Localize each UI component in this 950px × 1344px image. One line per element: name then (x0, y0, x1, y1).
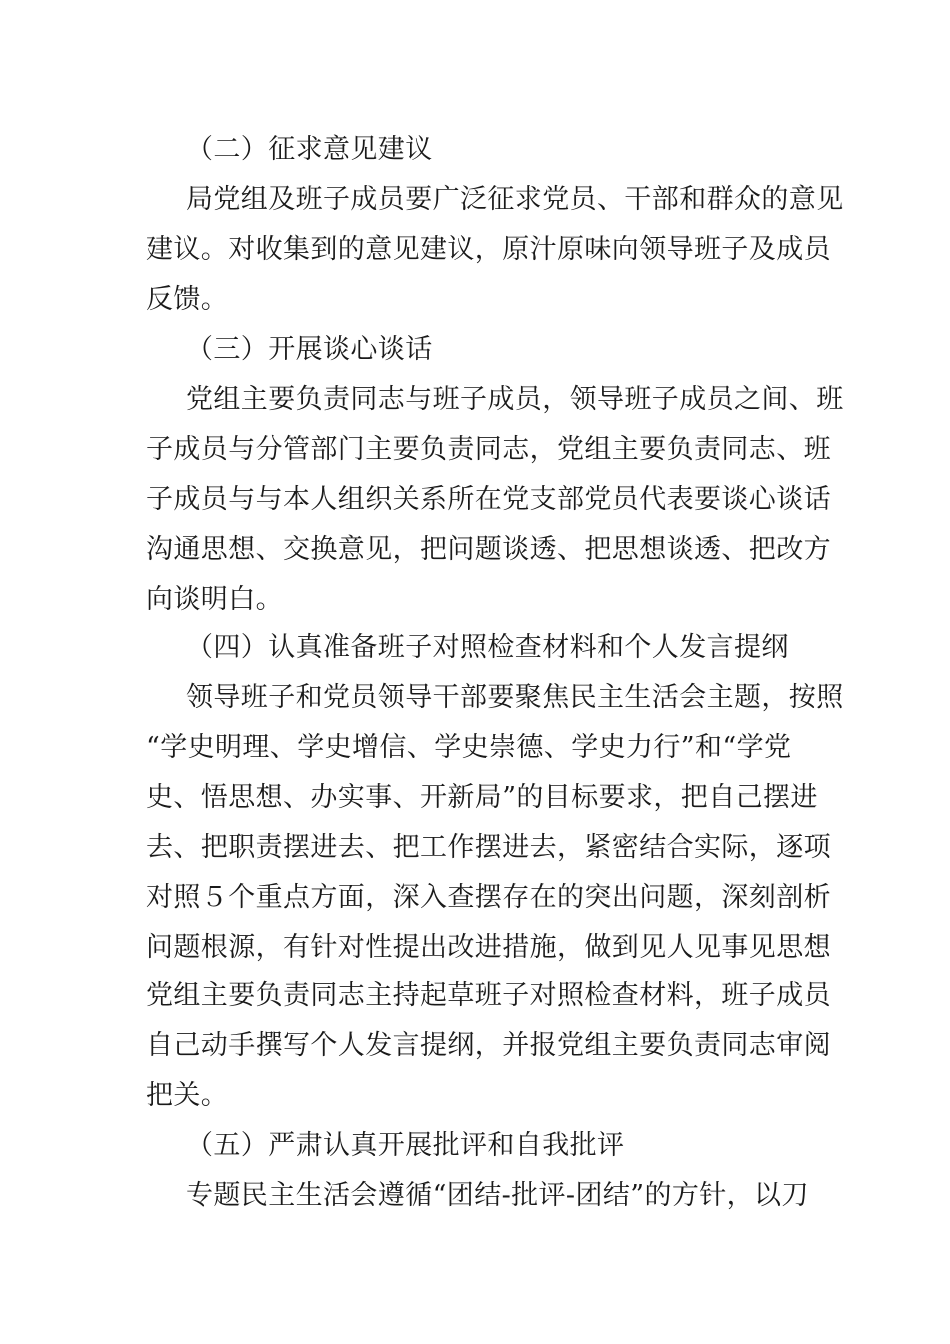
paragraph-line: 局党组及班子成员要广泛征求党员、干部和群众的意见 (186, 184, 844, 215)
section-heading-2: （二）征求意见建议 (186, 134, 433, 165)
paragraph-line: “学史明理、学史增信、学史崇德、学史力行”和“学党 (146, 732, 792, 763)
paragraph-line: 党组主要负责同志与班子成员，领导班子成员之间、班 (186, 384, 844, 415)
paragraph-line: 问题根源，有针对性提出改进措施，做到见人见事见思想 (146, 932, 831, 963)
paragraph-line: 沟通思想、交换意见，把问题谈透、把思想谈透、把改方 (146, 534, 831, 565)
section-heading-4: （四）认真准备班子对照检查材料和个人发言提纲 (186, 632, 789, 663)
paragraph-line: 建议。对收集到的意见建议，原汁原味向领导班子及成员 (146, 234, 831, 265)
paragraph-line: 对照５个重点方面，深入查摆存在的突出问题，深刻剖析 (146, 882, 831, 913)
paragraph-line: 领导班子和党员领导干部要聚焦民主生活会主题，按照 (186, 682, 844, 713)
paragraph-line: 专题民主生活会遵循“团结-批评-团结”的方针，以刀 (186, 1180, 809, 1211)
paragraph-line: 史、悟思想、办实事、开新局”的目标要求，把自己摆进 (146, 782, 818, 813)
paragraph-line: 把关。 (146, 1080, 229, 1111)
paragraph-line: 自己动手撰写个人发言提纲，并报党组主要负责同志审阅 (146, 1030, 831, 1061)
paragraph-line: 党组主要负责同志主持起草班子对照检查材料，班子成员 (146, 980, 831, 1011)
paragraph-line: 向谈明白。 (146, 584, 283, 615)
paragraph-line: 反馈。 (146, 284, 229, 315)
section-heading-5: （五）严肃认真开展批评和自我批评 (186, 1130, 625, 1161)
section-heading-3: （三）开展谈心谈话 (186, 334, 433, 365)
paragraph-line: 子成员与分管部门主要负责同志，党组主要负责同志、班 (146, 434, 831, 465)
paragraph-line: 去、把职责摆进去、把工作摆进去，紧密结合实际，逐项 (146, 832, 831, 863)
paragraph-line: 子成员与与本人组织关系所在党支部党员代表要谈心谈话 (146, 484, 831, 515)
